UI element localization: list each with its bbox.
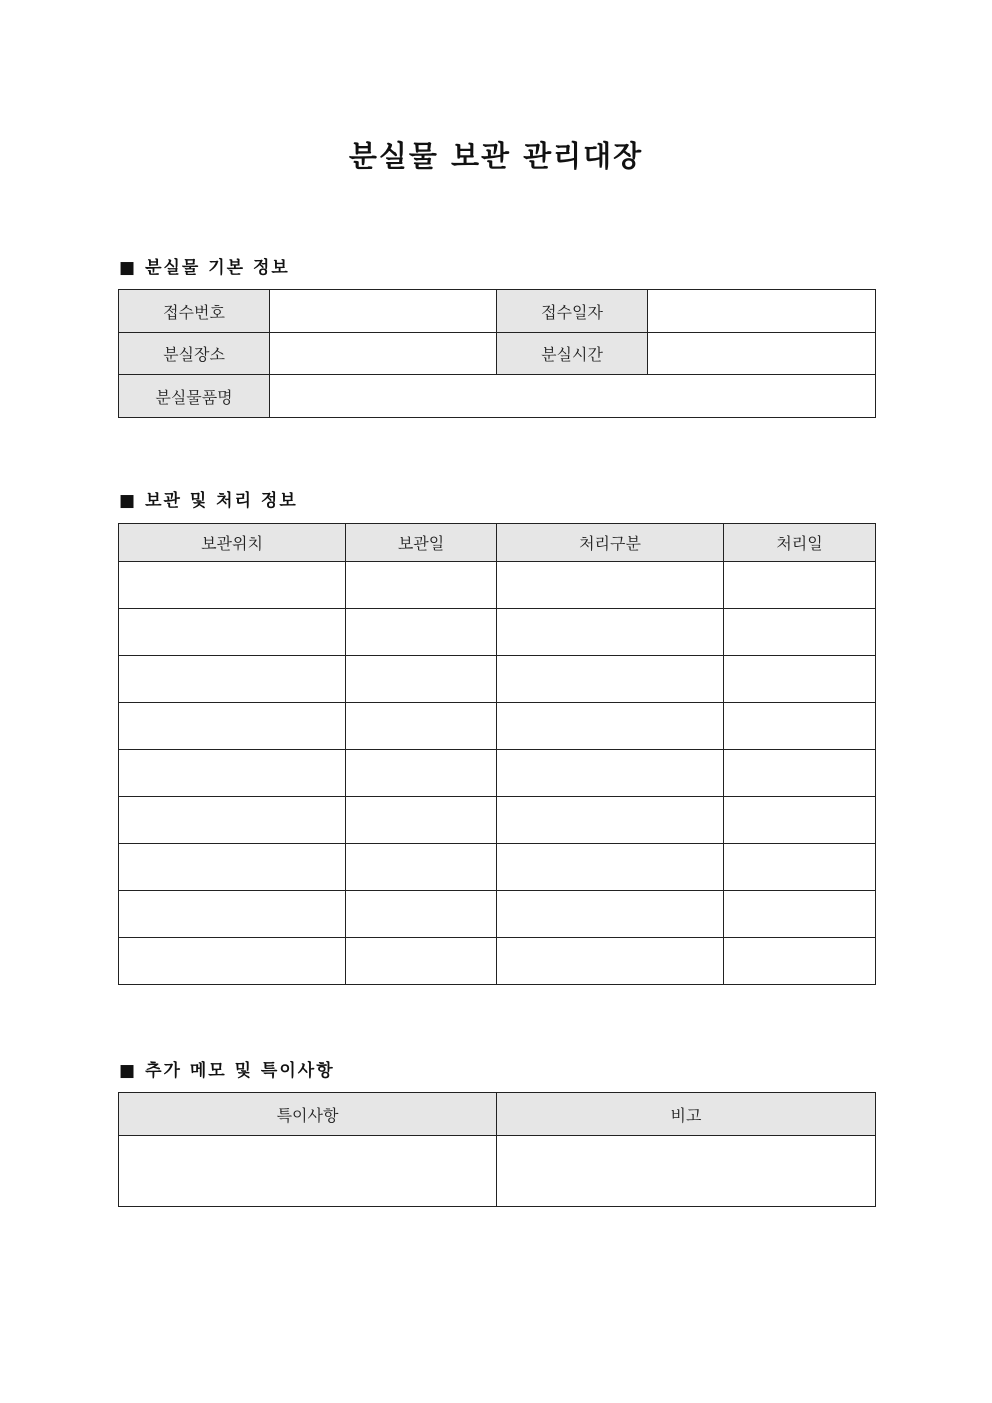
storage-date-cell[interactable] (346, 609, 497, 656)
document-title: 분실물 보관 관리대장 (348, 139, 644, 173)
section-basic-heading-text: 분실물 기본 정보 (145, 258, 290, 278)
handling-type-cell[interactable] (497, 938, 724, 985)
table-row (119, 750, 876, 797)
lost-place-label: 분실장소 (119, 333, 270, 375)
section-memo-heading-text: 추가 메모 및 특이사항 (145, 1061, 335, 1081)
table-row (119, 609, 876, 656)
table-row (119, 797, 876, 844)
handling-date-cell[interactable] (724, 797, 876, 844)
remarks-field[interactable] (497, 1136, 876, 1207)
storage-location-cell[interactable] (119, 562, 346, 609)
storage-table (118, 523, 876, 985)
item-name-label: 분실물품명 (119, 375, 270, 418)
table-row (119, 844, 876, 891)
lost-time-label: 분실시간 (497, 333, 648, 375)
storage-location-cell[interactable] (119, 938, 346, 985)
column-header-special-notes: 특이사항 (119, 1093, 497, 1136)
storage-date-cell[interactable] (346, 703, 497, 750)
handling-type-cell[interactable] (497, 656, 724, 703)
handling-date-cell[interactable] (724, 562, 876, 609)
table-row (119, 562, 876, 609)
handling-type-cell[interactable] (497, 891, 724, 938)
storage-date-cell[interactable] (346, 750, 497, 797)
handling-date-cell[interactable] (724, 938, 876, 985)
lost-place-field[interactable] (270, 333, 497, 375)
square-bullet-icon: ■ (119, 491, 138, 511)
handling-date-cell[interactable] (724, 891, 876, 938)
table-row (119, 656, 876, 703)
handling-type-cell[interactable] (497, 750, 724, 797)
section-basic-heading (119, 253, 290, 278)
storage-location-cell[interactable] (119, 656, 346, 703)
receipt-number-label: 접수번호 (119, 290, 270, 333)
special-notes-field[interactable] (119, 1136, 497, 1207)
basic-info-table (118, 289, 876, 418)
handling-type-cell[interactable] (497, 609, 724, 656)
storage-location-cell[interactable] (119, 750, 346, 797)
handling-date-cell[interactable] (724, 609, 876, 656)
table-row (119, 938, 876, 985)
section-memo-heading (119, 1056, 335, 1081)
column-header-handling-date: 처리일 (724, 524, 876, 562)
storage-location-cell[interactable] (119, 703, 346, 750)
table-row (119, 703, 876, 750)
storage-date-cell[interactable] (346, 844, 497, 891)
square-bullet-icon: ■ (119, 1061, 138, 1081)
storage-date-cell[interactable] (346, 938, 497, 985)
handling-date-cell[interactable] (724, 703, 876, 750)
handling-date-cell[interactable] (724, 844, 876, 891)
storage-date-cell[interactable] (346, 562, 497, 609)
storage-date-cell[interactable] (346, 891, 497, 938)
item-name-field[interactable] (270, 375, 876, 418)
square-bullet-icon: ■ (119, 258, 138, 278)
handling-date-cell[interactable] (724, 750, 876, 797)
storage-date-cell[interactable] (346, 656, 497, 703)
table-row (119, 891, 876, 938)
receipt-number-field[interactable] (270, 290, 497, 333)
column-header-storage-date: 보관일 (346, 524, 497, 562)
column-header-storage-location: 보관위치 (119, 524, 346, 562)
memo-table (118, 1092, 876, 1207)
handling-type-cell[interactable] (497, 844, 724, 891)
storage-location-cell[interactable] (119, 797, 346, 844)
receipt-date-field[interactable] (648, 290, 876, 333)
handling-type-cell[interactable] (497, 797, 724, 844)
column-header-remarks: 비고 (497, 1093, 876, 1136)
lost-time-field[interactable] (648, 333, 876, 375)
storage-location-cell[interactable] (119, 844, 346, 891)
section-storage-heading-text: 보관 및 처리 정보 (145, 491, 298, 511)
column-header-handling-type: 처리구분 (497, 524, 724, 562)
section-storage-heading (119, 486, 298, 511)
receipt-date-label: 접수일자 (497, 290, 648, 333)
storage-date-cell[interactable] (346, 797, 497, 844)
storage-location-cell[interactable] (119, 609, 346, 656)
storage-location-cell[interactable] (119, 891, 346, 938)
handling-type-cell[interactable] (497, 703, 724, 750)
handling-type-cell[interactable] (497, 562, 724, 609)
handling-date-cell[interactable] (724, 656, 876, 703)
